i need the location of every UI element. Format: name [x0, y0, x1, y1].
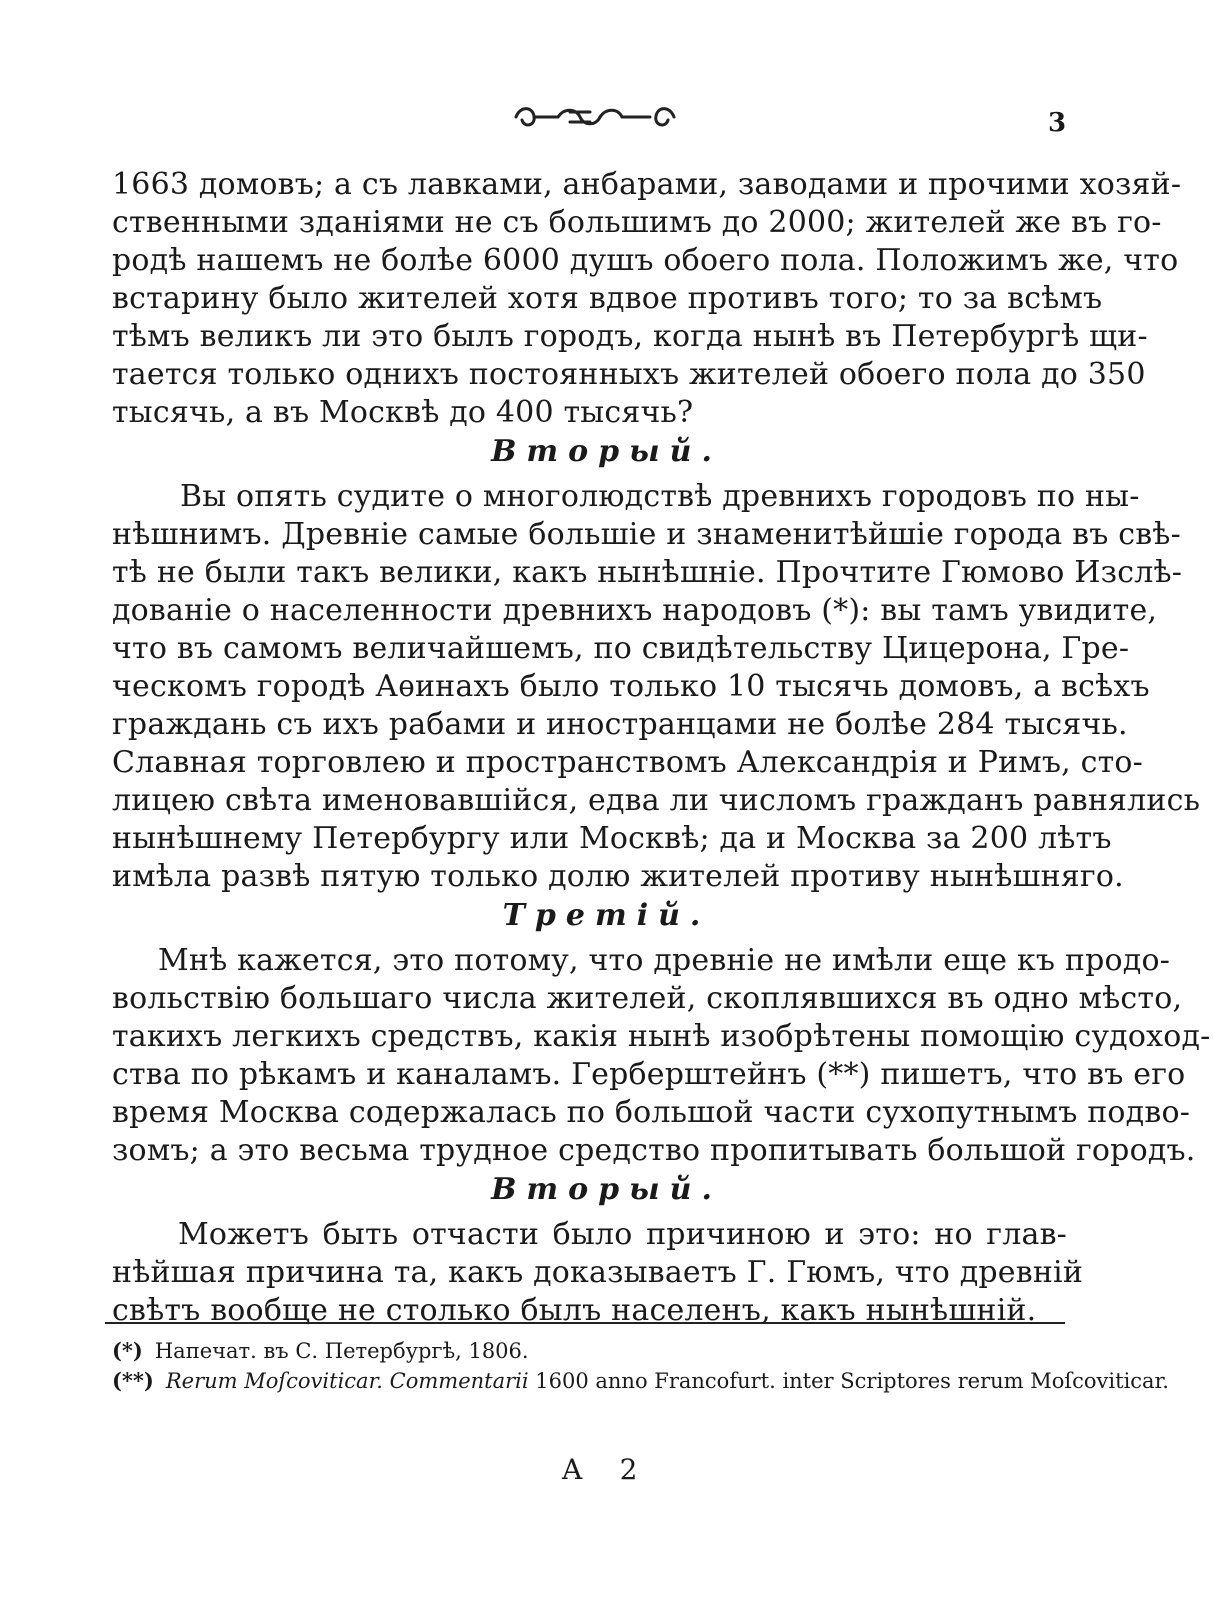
- body-line: граждань съ ихъ рабами и иностранцами не болѣе 284 тысячь.: [112, 707, 1128, 742]
- body-line: родѣ нашемъ не болѣе 6000 душъ обоего пола. Положимъ же, что: [112, 243, 1179, 278]
- body-line: что въ самомъ величайшемъ, по свидѣтельству Цицерона, Гре-: [112, 631, 1130, 666]
- body-line: нынѣшнему Петербургу или Москвѣ; да и Москва за 200 лѣтъ: [112, 821, 1112, 856]
- signature-mark: А 2: [561, 1453, 652, 1486]
- body-line: время Москва содержалась по большой части сухопутнымъ подво-: [112, 1095, 1191, 1130]
- body-line: нѣшнимъ. Древніе самые большіе и знаменитѣйшіе города въ свѣ-: [112, 517, 1181, 552]
- body-line: тысячь, а въ Москвѣ до 400 тысячь?: [112, 395, 694, 430]
- body-line: ческомъ городѣ Аѳинахъ было только 10 тысячь домовъ, а всѣхъ: [112, 669, 1150, 704]
- speaker-heading: Третій.: [502, 898, 711, 933]
- body-line: Славная торговлею и пространствомъ Александрія и Римъ, сто-: [112, 745, 1144, 780]
- footnote-text: 1600 anno Francofurt. inter Scriptores rerum Moſcoviticar.: [528, 1369, 1169, 1393]
- footnote-marker: (**): [112, 1368, 154, 1393]
- body-line: вольствію большаго числа жителей, скоплявшихся въ одно мѣсто,: [112, 981, 1183, 1016]
- body-line: встарину было жителей хотя вдвое противъ того; то за всѣмъ: [112, 281, 1103, 316]
- speaker-heading: Вторый.: [491, 434, 722, 469]
- body-line: имѣла развѣ пятую только долю жителей противу нынѣшняго.: [112, 859, 1124, 894]
- footnote-text: Напечат. въ С. Петербургѣ, 1806.: [154, 1339, 529, 1363]
- body-line: такихъ легкихъ средствъ, какія нынѣ изобрѣтены помощію судоход-: [112, 1019, 1211, 1054]
- body-line: нѣйшая причина та, какъ доказываетъ Г. Гюмъ, что древній: [112, 1255, 1084, 1290]
- speaker-heading: Вторый.: [491, 1172, 722, 1207]
- body-line: 1663 домовъ; а съ лавками, анбарами, заводами и прочими хозяй-: [112, 167, 1182, 202]
- running-head: [0, 100, 1213, 140]
- header-ornament-icon: [510, 102, 680, 132]
- footnote-marker: (*): [112, 1338, 143, 1363]
- body-line: Можетъ быть отчасти было причиною и это: но глав-: [178, 1217, 1067, 1252]
- body-line: свѣтъ вообще не столько былъ населенъ, какъ нынѣшній.: [112, 1293, 1037, 1328]
- footnote-italic-title: Rerum Moſcoviticar. Commentarii: [165, 1369, 529, 1393]
- body-line: ственными зданіями не съ большимъ до 2000; жителей же въ го-: [112, 205, 1162, 240]
- body-line: зомъ; а это весьма трудное средство пропитывать большой городъ.: [112, 1133, 1196, 1168]
- footnote: [112, 1338, 529, 1363]
- body-line: Вы опять судите о многолюдствѣ древнихъ городовъ по ны-: [180, 479, 1140, 514]
- footnote: [112, 1368, 1169, 1393]
- body-line: ства по рѣкамъ и каналамъ. Герберштейнъ (**) пишетъ, что въ его: [112, 1057, 1186, 1092]
- body-line: Мнѣ кажется, это потому, что древніе не имѣли еще къ продо-: [158, 943, 1171, 978]
- page-number: 3: [1048, 108, 1067, 138]
- body-line: лицею свѣта именовавшійся, едва ли числомъ гражданъ равнялись: [112, 783, 1201, 818]
- body-line: тѣ не были такъ велики, какъ нынѣшніе. Прочтите Гюмово Изслѣ-: [112, 555, 1183, 590]
- footnote-rule: [105, 1322, 1065, 1324]
- body-line: тѣмъ великъ ли это былъ городъ, когда нынѣ въ Петербургѣ щи-: [112, 319, 1148, 354]
- body-line: дованіе о населенности древнихъ народовъ (*): вы тамъ увидите,: [112, 593, 1158, 628]
- body-line: тается только однихъ постоянныхъ жителей обоего пола до 350: [112, 357, 1146, 392]
